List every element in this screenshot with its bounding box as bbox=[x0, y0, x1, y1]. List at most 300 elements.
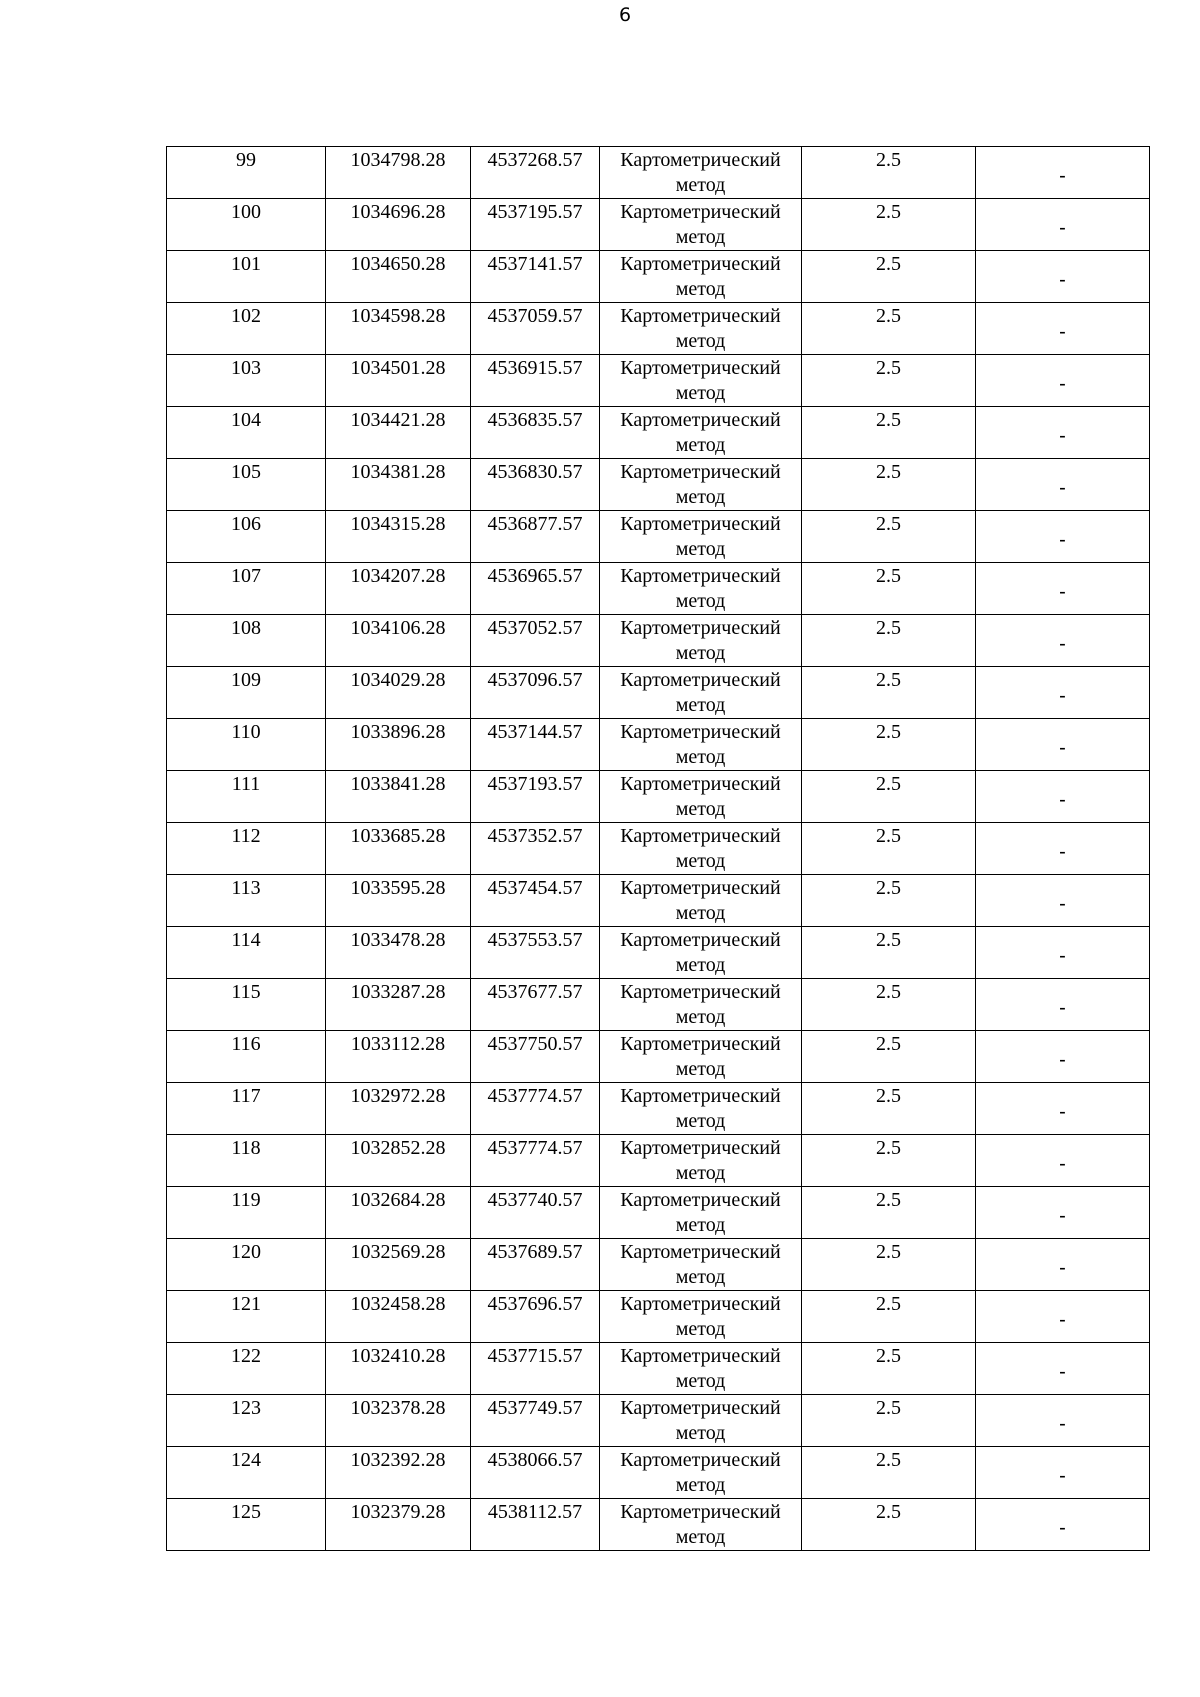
method-cell bbox=[600, 615, 802, 667]
point-number-cell-text: 120 bbox=[231, 1241, 261, 1263]
table-row bbox=[167, 1447, 1150, 1499]
coord-x-cell-text: 1033287.28 bbox=[350, 981, 446, 1003]
coord-y-cell-text: 4536915.57 bbox=[487, 357, 583, 379]
accuracy-cell-text: 2.5 bbox=[876, 565, 901, 587]
accuracy-cell bbox=[802, 875, 976, 927]
accuracy-cell-text: 2.5 bbox=[876, 981, 901, 1003]
remark-cell bbox=[976, 303, 1150, 355]
coord-y-cell bbox=[471, 1447, 600, 1499]
coord-y-cell bbox=[471, 1187, 600, 1239]
accuracy-cell bbox=[802, 251, 976, 303]
remark-cell-text: - bbox=[1059, 580, 1066, 603]
point-number-cell bbox=[167, 927, 326, 979]
remark-cell-text: - bbox=[1059, 476, 1066, 499]
remark-cell-text: - bbox=[1059, 528, 1066, 551]
coord-y-cell bbox=[471, 1291, 600, 1343]
accuracy-cell-text: 2.5 bbox=[876, 1241, 901, 1263]
method-cell bbox=[600, 927, 802, 979]
coord-x-cell-text: 1032458.28 bbox=[350, 1293, 446, 1315]
point-number-cell bbox=[167, 147, 326, 199]
method-cell-text: Картометрический метод bbox=[620, 409, 781, 456]
coord-y-cell bbox=[471, 199, 600, 251]
method-cell bbox=[600, 667, 802, 719]
accuracy-cell bbox=[802, 407, 976, 459]
method-cell bbox=[600, 719, 802, 771]
table-row bbox=[167, 147, 1150, 199]
method-cell bbox=[600, 1499, 802, 1551]
coord-y-cell bbox=[471, 667, 600, 719]
coord-x-cell-text: 1033595.28 bbox=[350, 877, 446, 899]
remark-cell bbox=[976, 147, 1150, 199]
remark-cell bbox=[976, 615, 1150, 667]
point-number-cell bbox=[167, 1499, 326, 1551]
point-number-cell bbox=[167, 979, 326, 1031]
point-number-cell bbox=[167, 251, 326, 303]
remark-cell-text: - bbox=[1059, 1204, 1066, 1227]
point-number-cell-text: 107 bbox=[231, 565, 261, 587]
coord-y-cell-text: 4537677.57 bbox=[487, 981, 583, 1003]
point-number-cell bbox=[167, 355, 326, 407]
point-number-cell-text: 114 bbox=[231, 929, 261, 951]
coord-y-cell-text: 4537696.57 bbox=[487, 1293, 583, 1315]
coord-y-cell bbox=[471, 251, 600, 303]
coord-y-cell bbox=[471, 1499, 600, 1551]
method-cell bbox=[600, 1083, 802, 1135]
coord-x-cell-text: 1033685.28 bbox=[350, 825, 446, 847]
coord-x-cell-text: 1034650.28 bbox=[350, 253, 446, 275]
point-number-cell bbox=[167, 1239, 326, 1291]
method-cell bbox=[600, 1031, 802, 1083]
remark-cell bbox=[976, 563, 1150, 615]
remark-cell-text: - bbox=[1059, 736, 1066, 759]
remark-cell-text: - bbox=[1059, 1256, 1066, 1279]
method-cell-text: Картометрический метод bbox=[620, 565, 781, 612]
coord-y-cell-text: 4537774.57 bbox=[487, 1085, 583, 1107]
coord-y-cell bbox=[471, 459, 600, 511]
accuracy-cell-text: 2.5 bbox=[876, 149, 901, 171]
point-number-cell-text: 111 bbox=[231, 773, 261, 795]
remark-cell bbox=[976, 823, 1150, 875]
coord-y-cell bbox=[471, 1031, 600, 1083]
table-row bbox=[167, 1239, 1150, 1291]
page-number: 6 bbox=[618, 4, 632, 26]
remark-cell bbox=[976, 1083, 1150, 1135]
method-cell bbox=[600, 511, 802, 563]
table-row bbox=[167, 407, 1150, 459]
coord-x-cell-text: 1034106.28 bbox=[350, 617, 446, 639]
remark-cell bbox=[976, 875, 1150, 927]
remark-cell-text: - bbox=[1059, 892, 1066, 915]
table-row bbox=[167, 1291, 1150, 1343]
method-cell bbox=[600, 823, 802, 875]
coord-x-cell bbox=[326, 1343, 471, 1395]
table-row bbox=[167, 1187, 1150, 1239]
accuracy-cell bbox=[802, 563, 976, 615]
point-number-cell bbox=[167, 1031, 326, 1083]
coord-x-cell-text: 1032379.28 bbox=[350, 1501, 446, 1523]
coordinates-table-body bbox=[167, 147, 1150, 1551]
accuracy-cell bbox=[802, 1343, 976, 1395]
method-cell-text: Картометрический метод bbox=[620, 721, 781, 768]
coord-x-cell bbox=[326, 1291, 471, 1343]
table-row bbox=[167, 511, 1150, 563]
coord-x-cell-text: 1034696.28 bbox=[350, 201, 446, 223]
coordinates-table bbox=[166, 146, 1150, 1551]
coord-y-cell-text: 4536965.57 bbox=[487, 565, 583, 587]
coord-x-cell bbox=[326, 927, 471, 979]
remark-cell-text: - bbox=[1059, 632, 1066, 655]
coord-y-cell bbox=[471, 511, 600, 563]
method-cell-text: Картометрический метод bbox=[620, 1085, 781, 1132]
coord-y-cell-text: 4537689.57 bbox=[487, 1241, 583, 1263]
remark-cell bbox=[976, 407, 1150, 459]
coord-y-cell-text: 4537774.57 bbox=[487, 1137, 583, 1159]
method-cell bbox=[600, 1395, 802, 1447]
coord-x-cell-text: 1034207.28 bbox=[350, 565, 446, 587]
coord-y-cell bbox=[471, 1135, 600, 1187]
coord-y-cell-text: 4537268.57 bbox=[487, 149, 583, 171]
point-number-cell bbox=[167, 511, 326, 563]
accuracy-cell bbox=[802, 979, 976, 1031]
point-number-cell-text: 105 bbox=[231, 461, 261, 483]
remark-cell-text: - bbox=[1059, 320, 1066, 343]
method-cell bbox=[600, 1239, 802, 1291]
coord-x-cell bbox=[326, 1499, 471, 1551]
remark-cell-text: - bbox=[1059, 684, 1066, 707]
table-row bbox=[167, 459, 1150, 511]
accuracy-cell-text: 2.5 bbox=[876, 617, 901, 639]
accuracy-cell-text: 2.5 bbox=[876, 253, 901, 275]
table-row bbox=[167, 563, 1150, 615]
method-cell bbox=[600, 251, 802, 303]
point-number-cell bbox=[167, 199, 326, 251]
remark-cell-text: - bbox=[1059, 840, 1066, 863]
coord-y-cell bbox=[471, 1083, 600, 1135]
accuracy-cell bbox=[802, 615, 976, 667]
accuracy-cell bbox=[802, 823, 976, 875]
point-number-cell-text: 100 bbox=[231, 201, 261, 223]
coord-y-cell-text: 4537352.57 bbox=[487, 825, 583, 847]
remark-cell bbox=[976, 667, 1150, 719]
method-cell-text: Картометрический метод bbox=[620, 825, 781, 872]
table-row bbox=[167, 875, 1150, 927]
point-number-cell-text: 117 bbox=[231, 1085, 261, 1107]
point-number-cell-text: 118 bbox=[231, 1137, 261, 1159]
coord-x-cell-text: 1033841.28 bbox=[350, 773, 446, 795]
accuracy-cell-text: 2.5 bbox=[876, 461, 901, 483]
point-number-cell-text: 108 bbox=[231, 617, 261, 639]
coord-y-cell-text: 4537454.57 bbox=[487, 877, 583, 899]
point-number-cell-text: 110 bbox=[231, 721, 261, 743]
table-row bbox=[167, 1135, 1150, 1187]
accuracy-cell-text: 2.5 bbox=[876, 1033, 901, 1055]
point-number-cell-text: 116 bbox=[231, 1033, 261, 1055]
remark-cell bbox=[976, 1239, 1150, 1291]
method-cell-text: Картометрический метод bbox=[620, 877, 781, 924]
coord-y-cell bbox=[471, 927, 600, 979]
remark-cell-text: - bbox=[1059, 268, 1066, 291]
point-number-cell bbox=[167, 563, 326, 615]
coord-x-cell bbox=[326, 199, 471, 251]
remark-cell bbox=[976, 771, 1150, 823]
table-row bbox=[167, 303, 1150, 355]
method-cell-text: Картометрический метод bbox=[620, 357, 781, 404]
point-number-cell-text: 122 bbox=[231, 1345, 261, 1367]
coord-x-cell bbox=[326, 875, 471, 927]
accuracy-cell-text: 2.5 bbox=[876, 721, 901, 743]
point-number-cell-text: 115 bbox=[231, 981, 261, 1003]
point-number-cell bbox=[167, 667, 326, 719]
table-row bbox=[167, 1499, 1150, 1551]
coord-x-cell bbox=[326, 1447, 471, 1499]
accuracy-cell-text: 2.5 bbox=[876, 305, 901, 327]
remark-cell-text: - bbox=[1059, 164, 1066, 187]
point-number-cell bbox=[167, 771, 326, 823]
coord-y-cell bbox=[471, 407, 600, 459]
method-cell bbox=[600, 303, 802, 355]
accuracy-cell-text: 2.5 bbox=[876, 929, 901, 951]
accuracy-cell bbox=[802, 303, 976, 355]
point-number-cell bbox=[167, 875, 326, 927]
point-number-cell bbox=[167, 823, 326, 875]
table-row bbox=[167, 1031, 1150, 1083]
remark-cell bbox=[976, 927, 1150, 979]
coord-x-cell bbox=[326, 251, 471, 303]
accuracy-cell bbox=[802, 771, 976, 823]
table-row bbox=[167, 355, 1150, 407]
remark-cell-text: - bbox=[1059, 1464, 1066, 1487]
method-cell-text: Картометрический метод bbox=[620, 1501, 781, 1548]
method-cell bbox=[600, 199, 802, 251]
coord-x-cell bbox=[326, 823, 471, 875]
table-row bbox=[167, 823, 1150, 875]
table-row bbox=[167, 199, 1150, 251]
coord-y-cell-text: 4536835.57 bbox=[487, 409, 583, 431]
method-cell bbox=[600, 771, 802, 823]
point-number-cell bbox=[167, 719, 326, 771]
point-number-cell-text: 104 bbox=[231, 409, 261, 431]
coord-x-cell-text: 1034598.28 bbox=[350, 305, 446, 327]
method-cell-text: Картометрический метод bbox=[620, 1449, 781, 1496]
accuracy-cell bbox=[802, 667, 976, 719]
coord-y-cell-text: 4537059.57 bbox=[487, 305, 583, 327]
coord-x-cell-text: 1034315.28 bbox=[350, 513, 446, 535]
remark-cell bbox=[976, 1135, 1150, 1187]
method-cell-text: Картометрический метод bbox=[620, 1241, 781, 1288]
coord-x-cell-text: 1033112.28 bbox=[350, 1033, 446, 1055]
remark-cell bbox=[976, 719, 1150, 771]
table-row bbox=[167, 927, 1150, 979]
accuracy-cell-text: 2.5 bbox=[876, 1345, 901, 1367]
point-number-cell bbox=[167, 615, 326, 667]
method-cell bbox=[600, 979, 802, 1031]
remark-cell-text: - bbox=[1059, 424, 1066, 447]
coord-x-cell-text: 1032684.28 bbox=[350, 1189, 446, 1211]
coord-y-cell-text: 4537141.57 bbox=[487, 253, 583, 275]
coord-y-cell bbox=[471, 355, 600, 407]
accuracy-cell bbox=[802, 355, 976, 407]
coord-y-cell bbox=[471, 823, 600, 875]
coord-y-cell-text: 4536830.57 bbox=[487, 461, 583, 483]
point-number-cell-text: 119 bbox=[231, 1189, 261, 1211]
accuracy-cell-text: 2.5 bbox=[876, 1085, 901, 1107]
coord-y-cell bbox=[471, 303, 600, 355]
remark-cell bbox=[976, 1031, 1150, 1083]
accuracy-cell bbox=[802, 1187, 976, 1239]
coord-y-cell-text: 4537749.57 bbox=[487, 1397, 583, 1419]
accuracy-cell bbox=[802, 1135, 976, 1187]
point-number-cell bbox=[167, 1187, 326, 1239]
coord-x-cell-text: 1034421.28 bbox=[350, 409, 446, 431]
remark-cell bbox=[976, 1499, 1150, 1551]
remark-cell-text: - bbox=[1059, 1412, 1066, 1435]
point-number-cell-text: 109 bbox=[231, 669, 261, 691]
coord-x-cell bbox=[326, 1239, 471, 1291]
table-row bbox=[167, 719, 1150, 771]
coord-x-cell bbox=[326, 615, 471, 667]
method-cell-text: Картометрический метод bbox=[620, 305, 781, 352]
accuracy-cell-text: 2.5 bbox=[876, 669, 901, 691]
method-cell bbox=[600, 147, 802, 199]
coord-x-cell-text: 1034029.28 bbox=[350, 669, 446, 691]
accuracy-cell-text: 2.5 bbox=[876, 825, 901, 847]
accuracy-cell bbox=[802, 1291, 976, 1343]
coord-x-cell-text: 1032378.28 bbox=[350, 1397, 446, 1419]
point-number-cell bbox=[167, 407, 326, 459]
method-cell-text: Картометрический метод bbox=[620, 773, 781, 820]
accuracy-cell-text: 2.5 bbox=[876, 1189, 901, 1211]
remark-cell bbox=[976, 1343, 1150, 1395]
point-number-cell bbox=[167, 459, 326, 511]
point-number-cell bbox=[167, 1395, 326, 1447]
coord-x-cell bbox=[326, 147, 471, 199]
method-cell-text: Картометрический метод bbox=[620, 617, 781, 664]
point-number-cell bbox=[167, 1447, 326, 1499]
method-cell-text: Картометрический метод bbox=[620, 1137, 781, 1184]
table-row bbox=[167, 1343, 1150, 1395]
method-cell-text: Картометрический метод bbox=[620, 1397, 781, 1444]
method-cell bbox=[600, 355, 802, 407]
remark-cell-text: - bbox=[1059, 944, 1066, 967]
remark-cell bbox=[976, 459, 1150, 511]
coord-x-cell bbox=[326, 771, 471, 823]
point-number-cell bbox=[167, 1083, 326, 1135]
table-row bbox=[167, 615, 1150, 667]
coord-x-cell-text: 1033896.28 bbox=[350, 721, 446, 743]
coord-x-cell-text: 1034798.28 bbox=[350, 149, 446, 171]
coord-x-cell bbox=[326, 667, 471, 719]
coord-y-cell bbox=[471, 563, 600, 615]
accuracy-cell-text: 2.5 bbox=[876, 1137, 901, 1159]
accuracy-cell-text: 2.5 bbox=[876, 1293, 901, 1315]
coord-y-cell-text: 4537553.57 bbox=[487, 929, 583, 951]
remark-cell-text: - bbox=[1059, 1308, 1066, 1331]
coord-y-cell bbox=[471, 771, 600, 823]
remark-cell bbox=[976, 199, 1150, 251]
accuracy-cell bbox=[802, 927, 976, 979]
point-number-cell-text: 106 bbox=[231, 513, 261, 535]
accuracy-cell-text: 2.5 bbox=[876, 201, 901, 223]
point-number-cell-text: 101 bbox=[231, 253, 261, 275]
method-cell bbox=[600, 407, 802, 459]
remark-cell-text: - bbox=[1059, 788, 1066, 811]
accuracy-cell-text: 2.5 bbox=[876, 1501, 901, 1523]
coord-x-cell-text: 1032569.28 bbox=[350, 1241, 446, 1263]
method-cell-text: Картометрический метод bbox=[620, 1189, 781, 1236]
coord-x-cell bbox=[326, 1083, 471, 1135]
coord-x-cell bbox=[326, 979, 471, 1031]
accuracy-cell bbox=[802, 459, 976, 511]
point-number-cell-text: 99 bbox=[236, 149, 256, 171]
coord-x-cell-text: 1032852.28 bbox=[350, 1137, 446, 1159]
method-cell-text: Картометрический метод bbox=[620, 253, 781, 300]
method-cell-text: Картометрический метод bbox=[620, 1293, 781, 1340]
table-row bbox=[167, 1083, 1150, 1135]
accuracy-cell bbox=[802, 719, 976, 771]
method-cell bbox=[600, 1291, 802, 1343]
point-number-cell bbox=[167, 1135, 326, 1187]
accuracy-cell bbox=[802, 1083, 976, 1135]
point-number-cell-text: 124 bbox=[231, 1449, 261, 1471]
accuracy-cell-text: 2.5 bbox=[876, 877, 901, 899]
point-number-cell-text: 102 bbox=[231, 305, 261, 327]
coord-y-cell-text: 4536877.57 bbox=[487, 513, 583, 535]
method-cell bbox=[600, 1343, 802, 1395]
remark-cell bbox=[976, 1291, 1150, 1343]
accuracy-cell bbox=[802, 147, 976, 199]
table-row bbox=[167, 1395, 1150, 1447]
coord-x-cell bbox=[326, 563, 471, 615]
accuracy-cell bbox=[802, 1395, 976, 1447]
table-row bbox=[167, 667, 1150, 719]
accuracy-cell-text: 2.5 bbox=[876, 357, 901, 379]
remark-cell bbox=[976, 355, 1150, 407]
accuracy-cell bbox=[802, 1031, 976, 1083]
remark-cell-text: - bbox=[1059, 1516, 1066, 1539]
coord-y-cell bbox=[471, 1395, 600, 1447]
coord-x-cell-text: 1032392.28 bbox=[350, 1449, 446, 1471]
coord-y-cell-text: 4537144.57 bbox=[487, 721, 583, 743]
coord-y-cell-text: 4537096.57 bbox=[487, 669, 583, 691]
coord-x-cell bbox=[326, 303, 471, 355]
remark-cell bbox=[976, 1187, 1150, 1239]
coord-x-cell bbox=[326, 407, 471, 459]
table-row bbox=[167, 979, 1150, 1031]
method-cell bbox=[600, 875, 802, 927]
accuracy-cell bbox=[802, 1447, 976, 1499]
remark-cell bbox=[976, 251, 1150, 303]
remark-cell bbox=[976, 979, 1150, 1031]
coord-x-cell-text: 1034501.28 bbox=[350, 357, 446, 379]
coord-x-cell-text: 1034381.28 bbox=[350, 461, 446, 483]
coord-y-cell-text: 4538112.57 bbox=[487, 1501, 583, 1523]
coord-y-cell-text: 4538066.57 bbox=[487, 1449, 583, 1471]
remark-cell-text: - bbox=[1059, 1152, 1066, 1175]
remark-cell-text: - bbox=[1059, 216, 1066, 239]
point-number-cell-text: 121 bbox=[231, 1293, 261, 1315]
method-cell-text: Картометрический метод bbox=[620, 149, 781, 196]
coord-x-cell bbox=[326, 355, 471, 407]
coord-x-cell bbox=[326, 1395, 471, 1447]
coord-x-cell-text: 1032972.28 bbox=[350, 1085, 446, 1107]
coord-x-cell bbox=[326, 1135, 471, 1187]
point-number-cell bbox=[167, 1291, 326, 1343]
method-cell-text: Картометрический метод bbox=[620, 1033, 781, 1080]
method-cell-text: Картометрический метод bbox=[620, 669, 781, 716]
method-cell-text: Картометрический метод bbox=[620, 981, 781, 1028]
point-number-cell bbox=[167, 303, 326, 355]
remark-cell-text: - bbox=[1059, 996, 1066, 1019]
